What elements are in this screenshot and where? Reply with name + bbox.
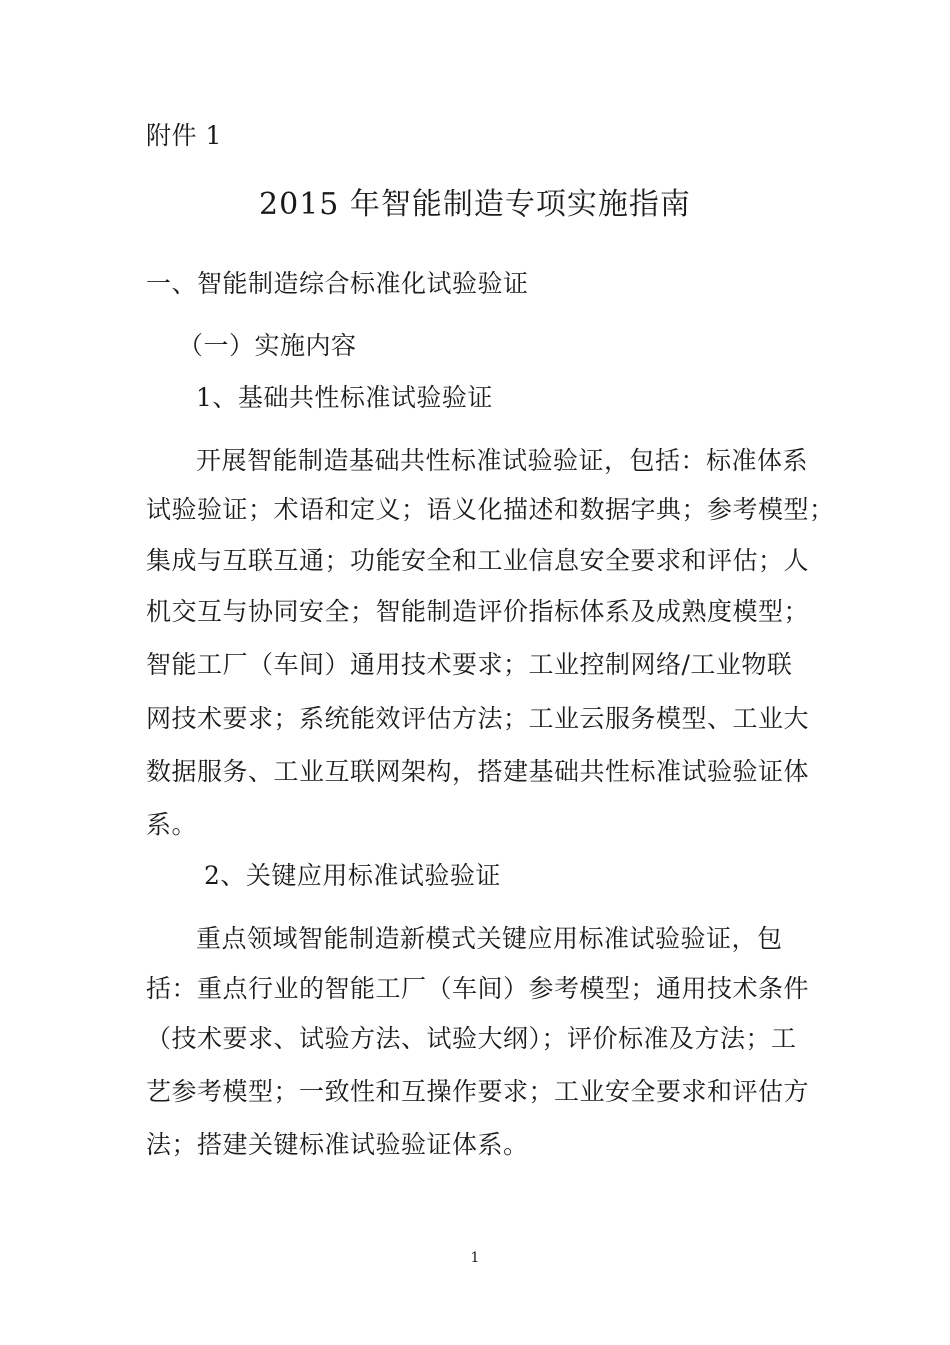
paragraph-line: 重点领域智能制造新模式关键应用标准试验验证，包 <box>196 924 783 953</box>
section-heading: 一、智能制造综合标准化试验验证 <box>146 269 529 298</box>
paragraph-line: 智能工厂（车间）通用技术要求；工业控制网络/工业物联 <box>146 650 793 679</box>
paragraph-line: 试验验证；术语和定义；语义化描述和数据字典；参考模型； <box>146 495 835 524</box>
paragraph-line: 数据服务、工业互联网架构，搭建基础共性标准试验验证体 <box>146 757 810 786</box>
paragraph-line: 开展智能制造基础共性标准试验验证，包括：标准体系 <box>196 446 809 475</box>
paragraph-line: 网技术要求；系统能效评估方法；工业云服务模型、工业大 <box>146 704 810 733</box>
paragraph-line: （技术要求、试验方法、试验大纲）；评价标准及方法；工 <box>146 1024 797 1053</box>
paragraph-line: 机交互与协同安全；智能制造评价指标体系及成熟度模型； <box>146 597 810 626</box>
item-heading-1: 1、基础共性标准试验验证 <box>196 383 493 412</box>
paragraph-line: 括：重点行业的智能工厂（车间）参考模型；通用技术条件 <box>146 974 810 1003</box>
subsection-heading: （一）实施内容 <box>178 331 357 360</box>
paragraph-line: 系。 <box>146 810 198 839</box>
paragraph-line: 艺参考模型；一致性和互操作要求；工业安全要求和评估方 <box>146 1077 810 1106</box>
attachment-label: 附件 1 <box>146 121 222 150</box>
paragraph-line: 集成与互联互通；功能安全和工业信息安全要求和评估；人 <box>146 546 810 575</box>
paragraph-line: 法；搭建关键标准试验验证体系。 <box>146 1130 529 1159</box>
item-heading-2: 2、关键应用标准试验验证 <box>204 861 501 890</box>
document-title: 2015 年智能制造专项实施指南 <box>259 187 691 222</box>
page-number: 1 <box>470 1250 480 1266</box>
